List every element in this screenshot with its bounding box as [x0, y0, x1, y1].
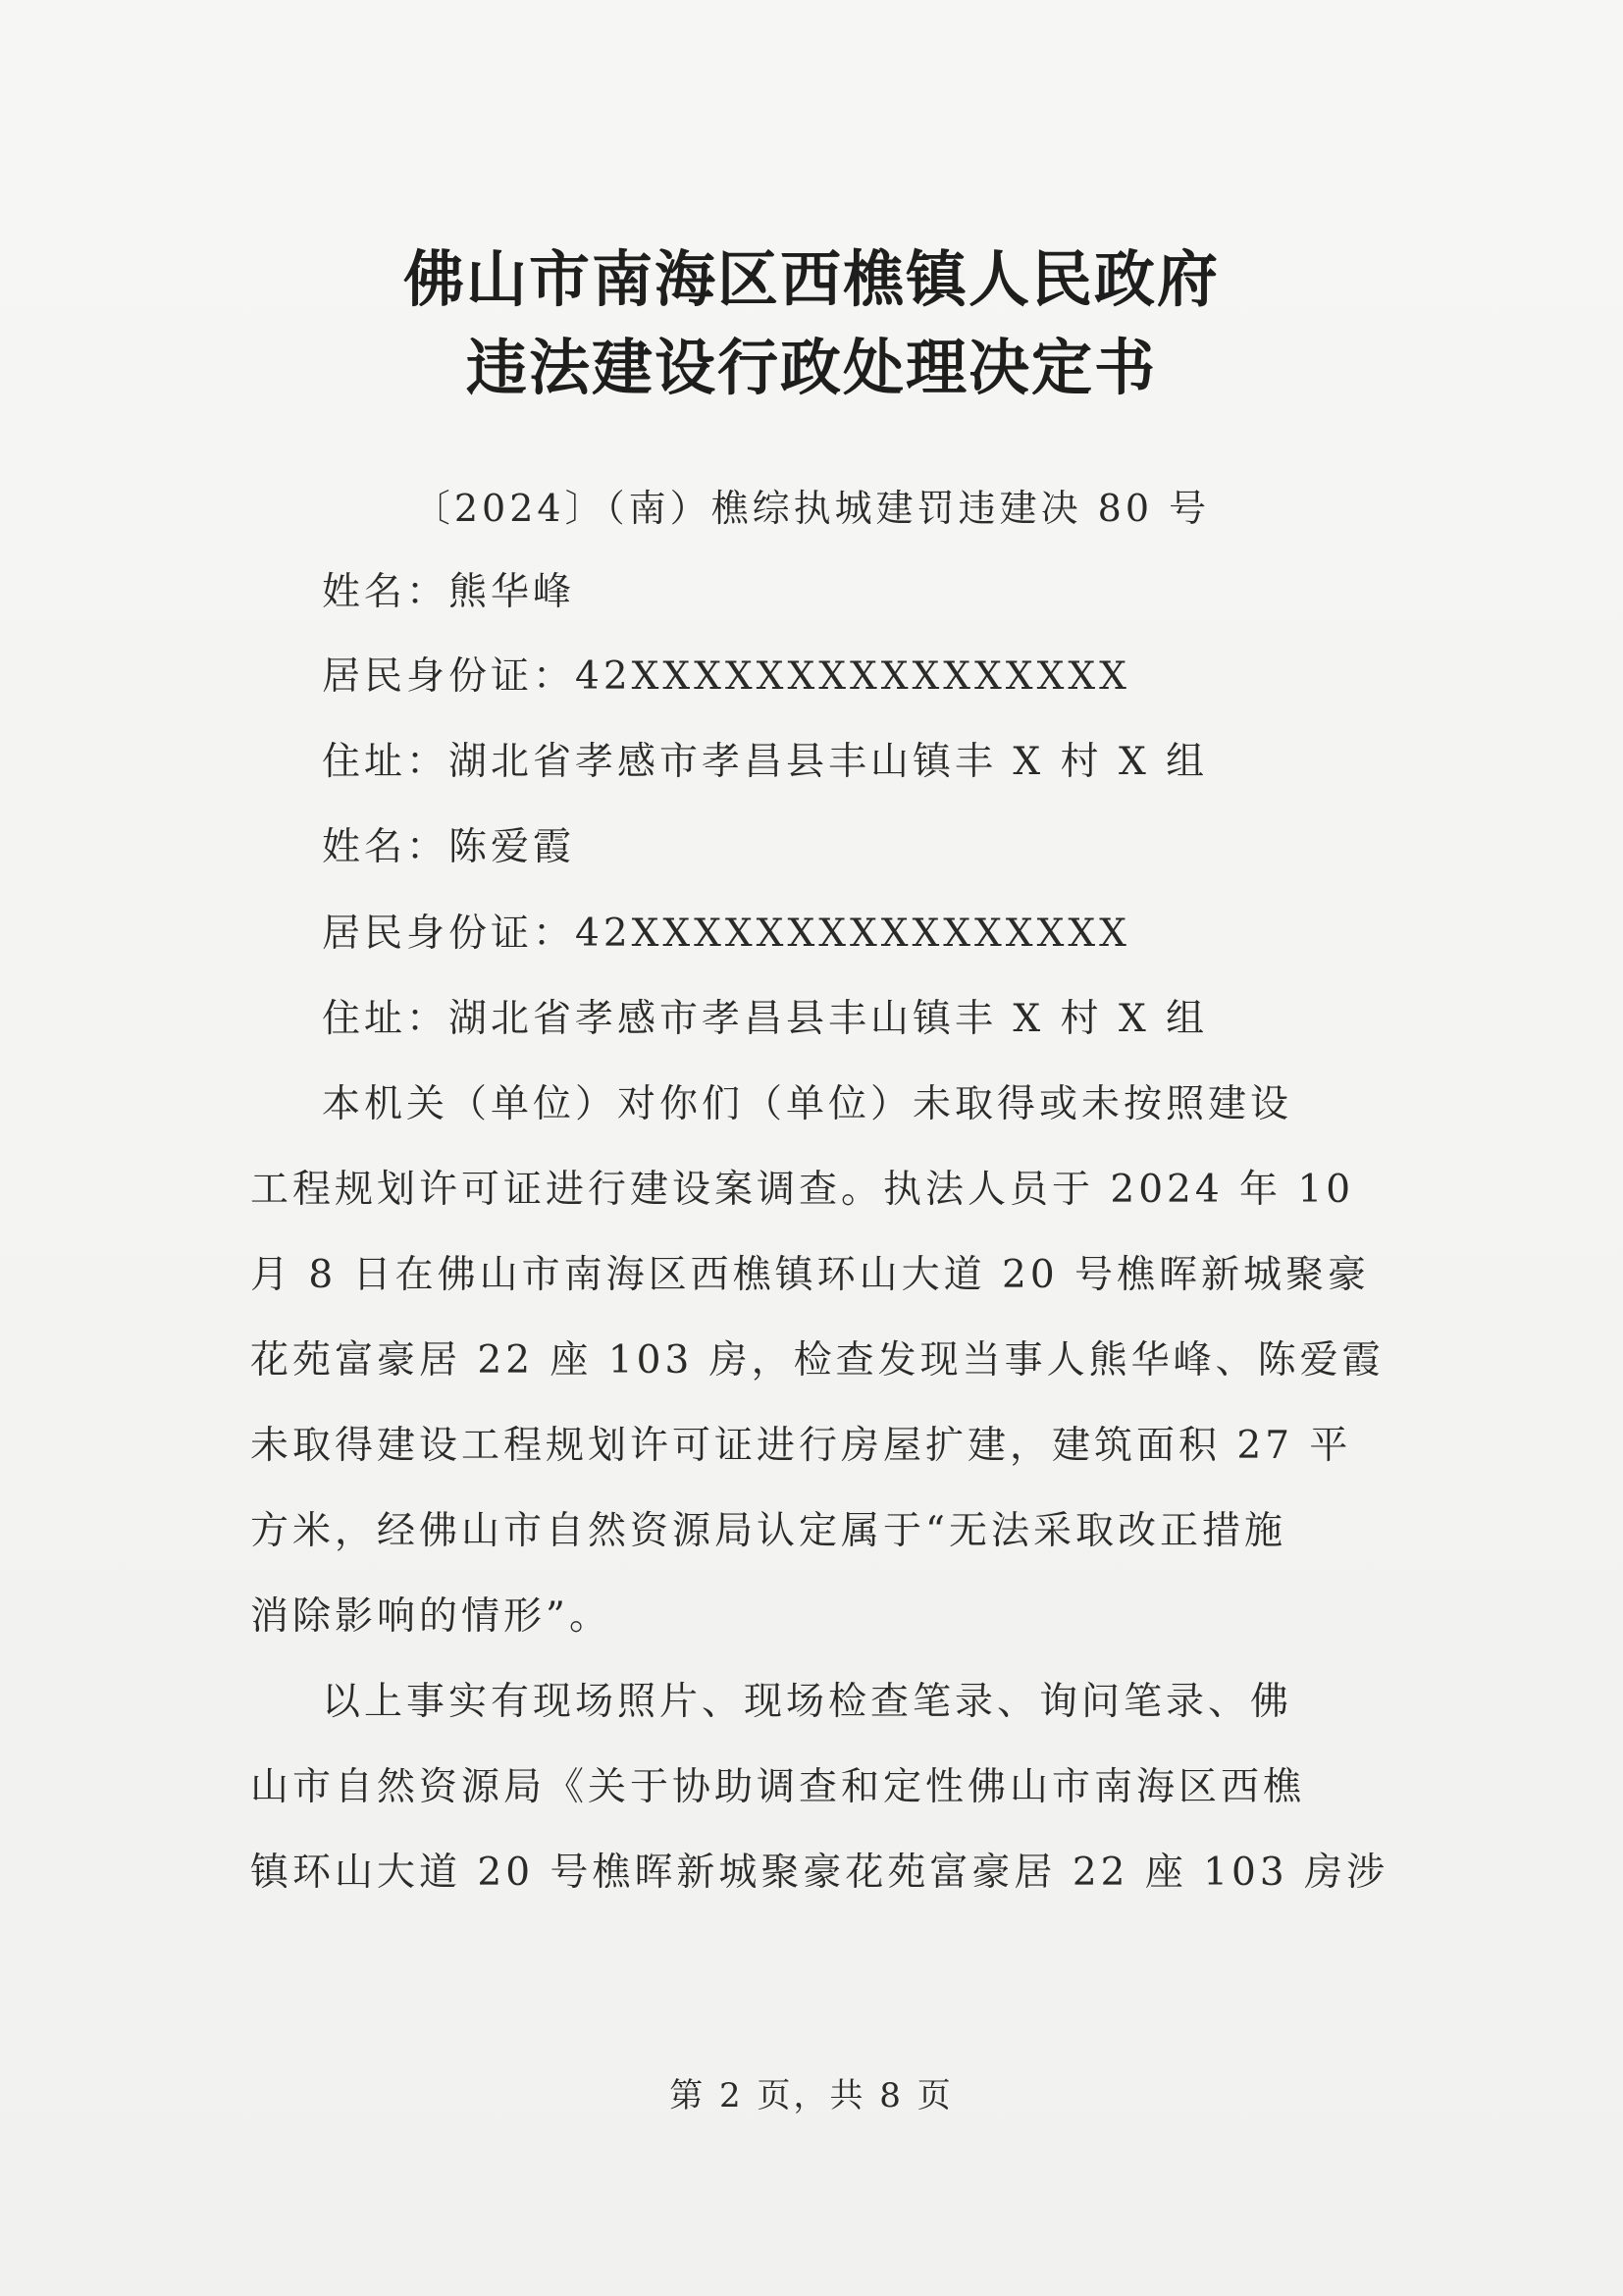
title-line-2: 违法建设行政处理决定书 [465, 332, 1157, 403]
party-2-id: 居民身份证：42XXXXXXXXXXXXXXXX [322, 912, 1130, 956]
para1-line-7: 消除影响的情形”。 [250, 1594, 611, 1639]
document-number: 〔2024〕（南）樵综执城建罚违建决 80 号 [412, 487, 1211, 530]
party-1-name: 姓名：熊华峰 [322, 570, 576, 614]
page-footer: 第 2 页，共 8 页 [669, 2076, 954, 2115]
party-2-name: 姓名：陈爱霞 [322, 825, 576, 869]
para1-line-5: 未取得建设工程规划许可证进行房屋扩建，建筑面积 27 平 [250, 1424, 1352, 1468]
para1-line-4: 花苑富豪居 22 座 103 房，检查发现当事人熊华峰、陈爱霞 [250, 1338, 1385, 1383]
para2-line-1: 以上事实有现场照片、现场检查笔录、询问笔录、佛 [322, 1680, 1293, 1724]
para1-line-6: 方米，经佛山市自然资源局认定属于“无法采取改正措施 [250, 1509, 1286, 1553]
para1-line-1: 本机关（单位）对你们（单位）未取得或未按照建设 [322, 1082, 1293, 1126]
party-1-address: 住址：湖北省孝感市孝昌县丰山镇丰 X 村 X 组 [322, 740, 1209, 784]
para1-line-3: 月 8 日在佛山市南海区西樵镇环山大道 20 号樵晖新城聚豪 [250, 1253, 1371, 1297]
para2-line-3: 镇环山大道 20 号樵晖新城聚豪花苑富豪居 22 座 103 房涉 [250, 1851, 1389, 1895]
party-2-address: 住址：湖北省孝感市孝昌县丰山镇丰 X 村 X 组 [322, 997, 1209, 1041]
para2-line-2: 山市自然资源局《关于协助调查和定性佛山市南海区西樵 [250, 1765, 1306, 1809]
para1-line-2: 工程规划许可证进行建设案调查。执法人员于 2024 年 10 [250, 1168, 1355, 1212]
title-line-1: 佛山市南海区西樵镇人民政府 [402, 243, 1220, 315]
party-1-id: 居民身份证：42XXXXXXXXXXXXXXXX [322, 654, 1130, 699]
